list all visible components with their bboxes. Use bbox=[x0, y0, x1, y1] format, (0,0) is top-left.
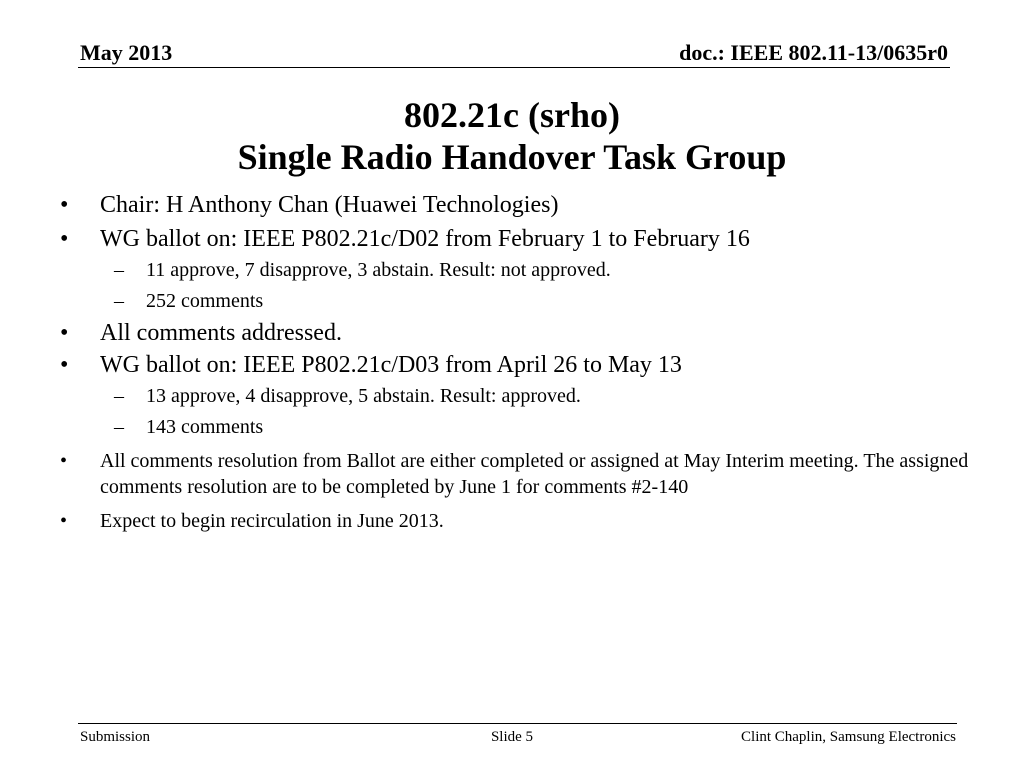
bullet-item bbox=[60, 351, 970, 379]
dash-icon: – bbox=[114, 259, 124, 281]
sub-bullet-item bbox=[60, 257, 970, 283]
bullet-item bbox=[60, 191, 970, 219]
bullet-icon: • bbox=[60, 192, 69, 218]
bullet-text: Chair: H Anthony Chan (Huawei Technologies) bbox=[100, 192, 559, 218]
footer-author: Clint Chaplin, Samsung Electronics bbox=[741, 729, 956, 745]
sub-bullet-item bbox=[60, 414, 970, 440]
dash-icon: – bbox=[114, 290, 124, 312]
header-divider bbox=[78, 67, 950, 68]
header-date: May 2013 bbox=[80, 40, 173, 65]
bullet-icon: • bbox=[60, 510, 68, 532]
header-doc-id: doc.: IEEE 802.11-13/0635r0 bbox=[679, 40, 948, 65]
bullet-item bbox=[60, 319, 970, 347]
bullet-text: All comments resolution from Ballot are either completed or assigned at May Interim meeting. The assigned comments resolution are to be completed by June 1 for comments #2-140 bbox=[100, 450, 969, 498]
sub-bullet-text: 143 comments bbox=[146, 416, 264, 438]
bullet-text: WG ballot on: IEEE P802.21c/D03 from April 26 to May 13 bbox=[100, 352, 682, 378]
bullet-icon: • bbox=[60, 352, 69, 378]
slide-title bbox=[0, 94, 1024, 178]
sub-bullet-text: 252 comments bbox=[146, 290, 264, 312]
bullet-text: Expect to begin recirculation in June 2013. bbox=[100, 510, 444, 532]
bullet-icon: • bbox=[60, 226, 69, 252]
bullet-icon: • bbox=[60, 320, 69, 346]
sub-bullet-item bbox=[60, 288, 970, 314]
footer-slide-number: Slide 5 bbox=[490, 729, 534, 745]
bullet-text: WG ballot on: IEEE P802.21c/D02 from February 1 to February 16 bbox=[100, 226, 750, 252]
bullet-item bbox=[60, 448, 970, 500]
footer-divider bbox=[78, 723, 957, 724]
footer-submission: Submission bbox=[80, 729, 151, 745]
sub-bullet-item bbox=[60, 383, 970, 409]
dash-icon: – bbox=[114, 385, 124, 407]
sub-bullet-text: 11 approve, 7 disapprove, 3 abstain. Result: not approved. bbox=[146, 259, 611, 281]
bullet-item bbox=[60, 225, 970, 253]
bullet-icon: • bbox=[60, 450, 68, 472]
slide-title-line-2: Single Radio Handover Task Group bbox=[237, 137, 787, 177]
slide-title-line-1: 802.21c (srho) bbox=[404, 95, 620, 135]
bullet-item bbox=[60, 508, 970, 534]
bullet-text: All comments addressed. bbox=[100, 320, 342, 346]
dash-icon: – bbox=[114, 416, 124, 438]
bullet-list bbox=[60, 191, 970, 534]
sub-bullet-text: 13 approve, 4 disapprove, 5 abstain. Result: approved. bbox=[146, 385, 581, 407]
